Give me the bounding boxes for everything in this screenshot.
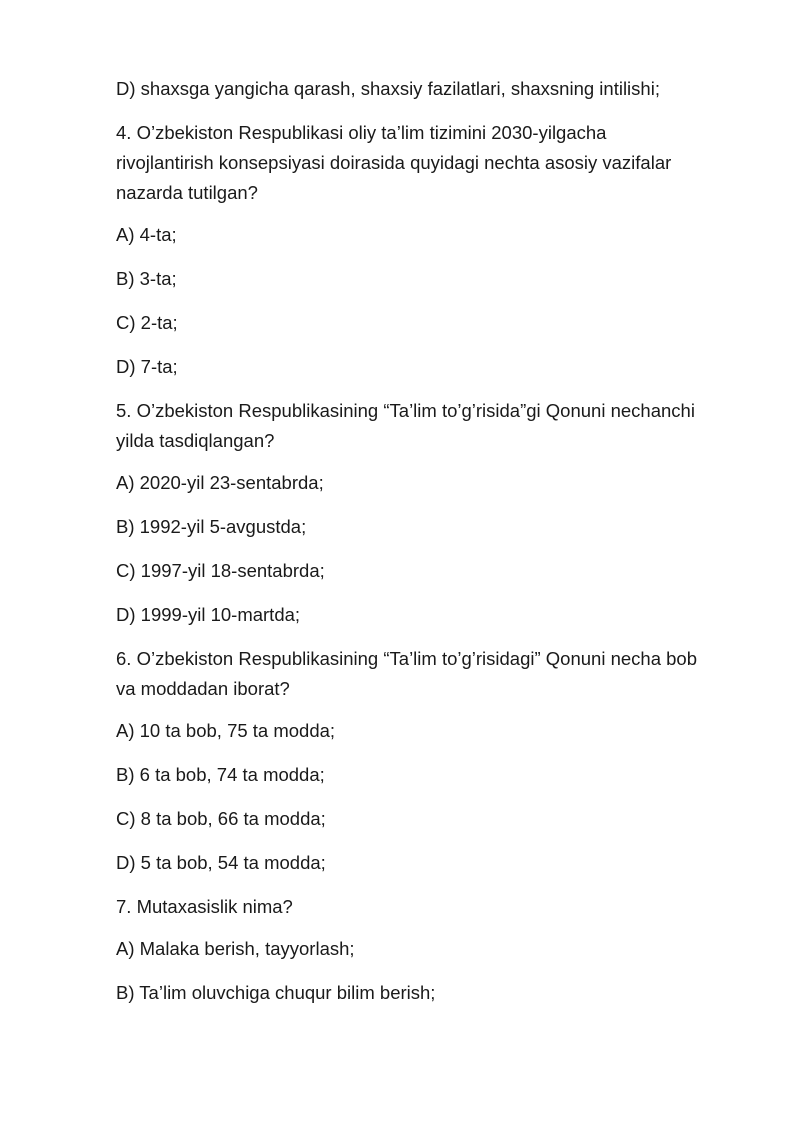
answer-option: D) shaxsga yangicha qarash, shaxsiy fazilatlari, shaxsning intilishi; [116, 78, 660, 99]
question-text-line: yilda tasdiqlangan? [116, 430, 275, 451]
answer-option: C) 2-ta; [116, 312, 178, 333]
answer-option: A) 2020-yil 23-sentabrda; [116, 472, 324, 493]
question-text-line: 4. O’zbekiston Respublikasi oliy ta’lim tizimini 2030-yilgacha [116, 122, 607, 143]
answer-option: C) 8 ta bob, 66 ta modda; [116, 808, 326, 829]
question-text-line: 6. O’zbekiston Respublikasining “Ta’lim to’g’risidagi” Qonuni necha bob [116, 648, 697, 669]
answer-option: A) 4-ta; [116, 224, 177, 245]
document-body [116, 74, 756, 1022]
question-4 [116, 118, 756, 208]
answer-option: D) 1999-yil 10-martda; [116, 604, 301, 625]
answer-option: B) 1992-yil 5-avgustda; [116, 516, 307, 537]
question-text-line: rivojlantirish konsepsiyasi doirasida quyidagi nechta asosiy vazifalar [116, 152, 672, 173]
question-text-line: 7. Mutaxasislik nima? [116, 896, 293, 917]
question-5 [116, 396, 756, 456]
answer-option: B) Ta’lim oluvchiga chuqur bilim berish; [116, 982, 436, 1003]
answer-option: A) 10 ta bob, 75 ta modda; [116, 720, 336, 741]
question-text-line: va moddadan iborat? [116, 678, 290, 699]
question-6 [116, 644, 756, 704]
answer-option: A) Malaka berish, tayyorlash; [116, 938, 355, 959]
answer-option: D) 5 ta bob, 54 ta modda; [116, 852, 326, 873]
question-7 [116, 892, 756, 922]
question-text-line: 5. O’zbekiston Respublikasining “Ta’lim to’g’risida”gi Qonuni nechanchi [116, 400, 695, 421]
answer-option: D) 7-ta; [116, 356, 178, 377]
answer-option: C) 1997-yil 18-sentabrda; [116, 560, 325, 581]
question-text-line: nazarda tutilgan? [116, 182, 258, 203]
answer-option: B) 6 ta bob, 74 ta modda; [116, 764, 325, 785]
answer-option: B) 3-ta; [116, 268, 177, 289]
